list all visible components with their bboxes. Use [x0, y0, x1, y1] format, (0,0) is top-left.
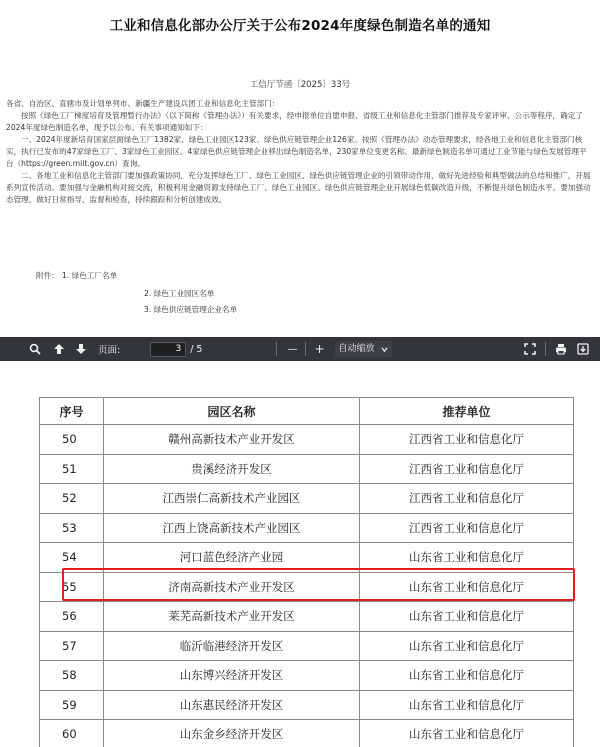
paragraph-two: 二、各地工业和信息化主管部门要加强政策协同，充分发挥绿色工厂、绿色工业园区、绿色供应链管理企业的引领带动作用，做好先进经验和典型做法的总结和推广，开展系列宣传活动。要加强与金融机构对接交流，积极利用金融资源支持绿色工厂、绿色工业园区、绿色供应链管理企业开展绿色低碳改造升级，不断提升绿色制造水平。要加强动态管理，做好日常指导、监督和检查，持续跟踪和分析创建成效。 [6, 171, 591, 204]
zone-name: 山东金乡经济开发区 [104, 720, 360, 747]
row-number: 51 [40, 454, 104, 484]
fullscreen-icon[interactable] [523, 342, 537, 356]
document-page [0, 0, 600, 337]
table-row [40, 631, 574, 661]
recommender: 山东省工业和信息化厅 [360, 572, 574, 602]
row-number: 60 [40, 720, 104, 747]
attachments-label: 附件： [36, 271, 59, 280]
recommender: 江西省工业和信息化厅 [360, 484, 574, 514]
recommender: 江西省工业和信息化厅 [360, 513, 574, 543]
print-icon[interactable] [554, 342, 568, 356]
table-header-row [40, 398, 574, 425]
zone-name: 贵溪经济开发区 [104, 454, 360, 484]
toolbar-divider [305, 342, 306, 356]
row-number: 57 [40, 631, 104, 661]
paragraph-intro: 按照《绿色工厂梯度培育及管理暂行办法》（以下简称《管理办法》）有关要求，经申报单位自愿申报、省级工业和信息化主管部门推荐及专家评审、公示等程序，确定了2024年度绿色制造名单，现予以公布。有关事项通知如下： [6, 111, 583, 132]
paragraph-one: 一、2024年度新培育国家层面绿色工厂1382家、绿色工业园区123家、绿色供应链管理企业126家。按照《管理办法》动态管理要求，经各地工业和信息化主管部门核实，执行已发布的47家绿色工厂、3家绿色工业园区、4家绿色供应链管理企业移出绿色制造名单，230家单位变更名称。最新绿色制造名单可通过工业节能与绿色发展管理平台（https://green.miit.gov.cn）查询。 [6, 135, 587, 168]
table-row [40, 484, 574, 514]
zoom-value: 自动缩放 [338, 344, 375, 354]
table-row [40, 425, 574, 455]
zone-name: 济南高新技术产业开发区 [104, 572, 360, 602]
header-zone-name: 园区名称 [104, 398, 360, 425]
zone-name: 山东惠民经济开发区 [104, 690, 360, 720]
toolbar-divider [545, 342, 546, 356]
header-recommender: 推荐单位 [360, 398, 574, 425]
zoom-out-button[interactable]: — [287, 343, 298, 355]
page-number-input[interactable]: 3 [150, 342, 186, 357]
page-label: 页面: [98, 345, 121, 356]
pdf-toolbar [0, 337, 600, 361]
row-number: 59 [40, 690, 104, 720]
chevron-down-icon [381, 346, 388, 353]
table-row [40, 720, 574, 747]
document-number: 工信厅节函〔2025〕33号 [249, 80, 351, 90]
zone-name: 临沂临港经济开发区 [104, 631, 360, 661]
header-number: 序号 [40, 398, 104, 425]
recommender: 山东省工业和信息化厅 [360, 631, 574, 661]
table-row [40, 602, 574, 632]
zone-name: 莱芜高新技术产业开发区 [104, 602, 360, 632]
row-number: 55 [40, 572, 104, 602]
zone-name: 江西上饶高新技术产业园区 [104, 513, 360, 543]
table-row [40, 690, 574, 720]
next-page-icon[interactable] [74, 342, 88, 356]
zone-name: 赣州高新技术产业开发区 [104, 425, 360, 455]
row-number: 52 [40, 484, 104, 514]
row-number: 56 [40, 602, 104, 632]
recommender: 江西省工业和信息化厅 [360, 454, 574, 484]
download-icon[interactable] [576, 342, 590, 356]
total-pages: / 5 [190, 343, 203, 355]
document-title: 工业和信息化部办公厅关于公布2024年度绿色制造名单的通知 [109, 18, 491, 34]
highlight-box [62, 568, 575, 601]
zone-name: 河口蓝色经济产业园 [104, 543, 360, 573]
attachment-2[interactable]: 2. 绿色工业园区名单 [144, 289, 215, 298]
previous-page-icon[interactable] [52, 342, 66, 356]
attachment-3[interactable]: 3. 绿色供应链管理企业名单 [144, 305, 238, 314]
recommender: 江西省工业和信息化厅 [360, 425, 574, 455]
zone-name: 山东博兴经济开发区 [104, 661, 360, 691]
recommender: 山东省工业和信息化厅 [360, 543, 574, 573]
zoom-in-button[interactable]: + [314, 342, 325, 356]
table-row [40, 454, 574, 484]
document-body [6, 98, 594, 206]
attachment-1[interactable]: 1. 绿色工厂名单 [62, 271, 118, 280]
recommender: 山东省工业和信息化厅 [360, 720, 574, 747]
search-icon[interactable] [28, 342, 42, 356]
recommender: 山东省工业和信息化厅 [360, 602, 574, 632]
toolbar-divider [276, 342, 277, 356]
zone-name: 江西崇仁高新技术产业园区 [104, 484, 360, 514]
table-row [40, 513, 574, 543]
table-page [0, 361, 600, 747]
row-number: 50 [40, 425, 104, 455]
table-row [40, 661, 574, 691]
zoom-select[interactable] [335, 341, 392, 357]
row-number: 54 [40, 543, 104, 573]
recommender: 山东省工业和信息化厅 [360, 661, 574, 691]
recommender: 山东省工业和信息化厅 [360, 690, 574, 720]
row-number: 53 [40, 513, 104, 543]
row-number: 58 [40, 661, 104, 691]
addressee: 各省、自治区、直辖市及计划单列市、新疆生产建设兵团工业和信息化主管部门： [6, 99, 280, 108]
